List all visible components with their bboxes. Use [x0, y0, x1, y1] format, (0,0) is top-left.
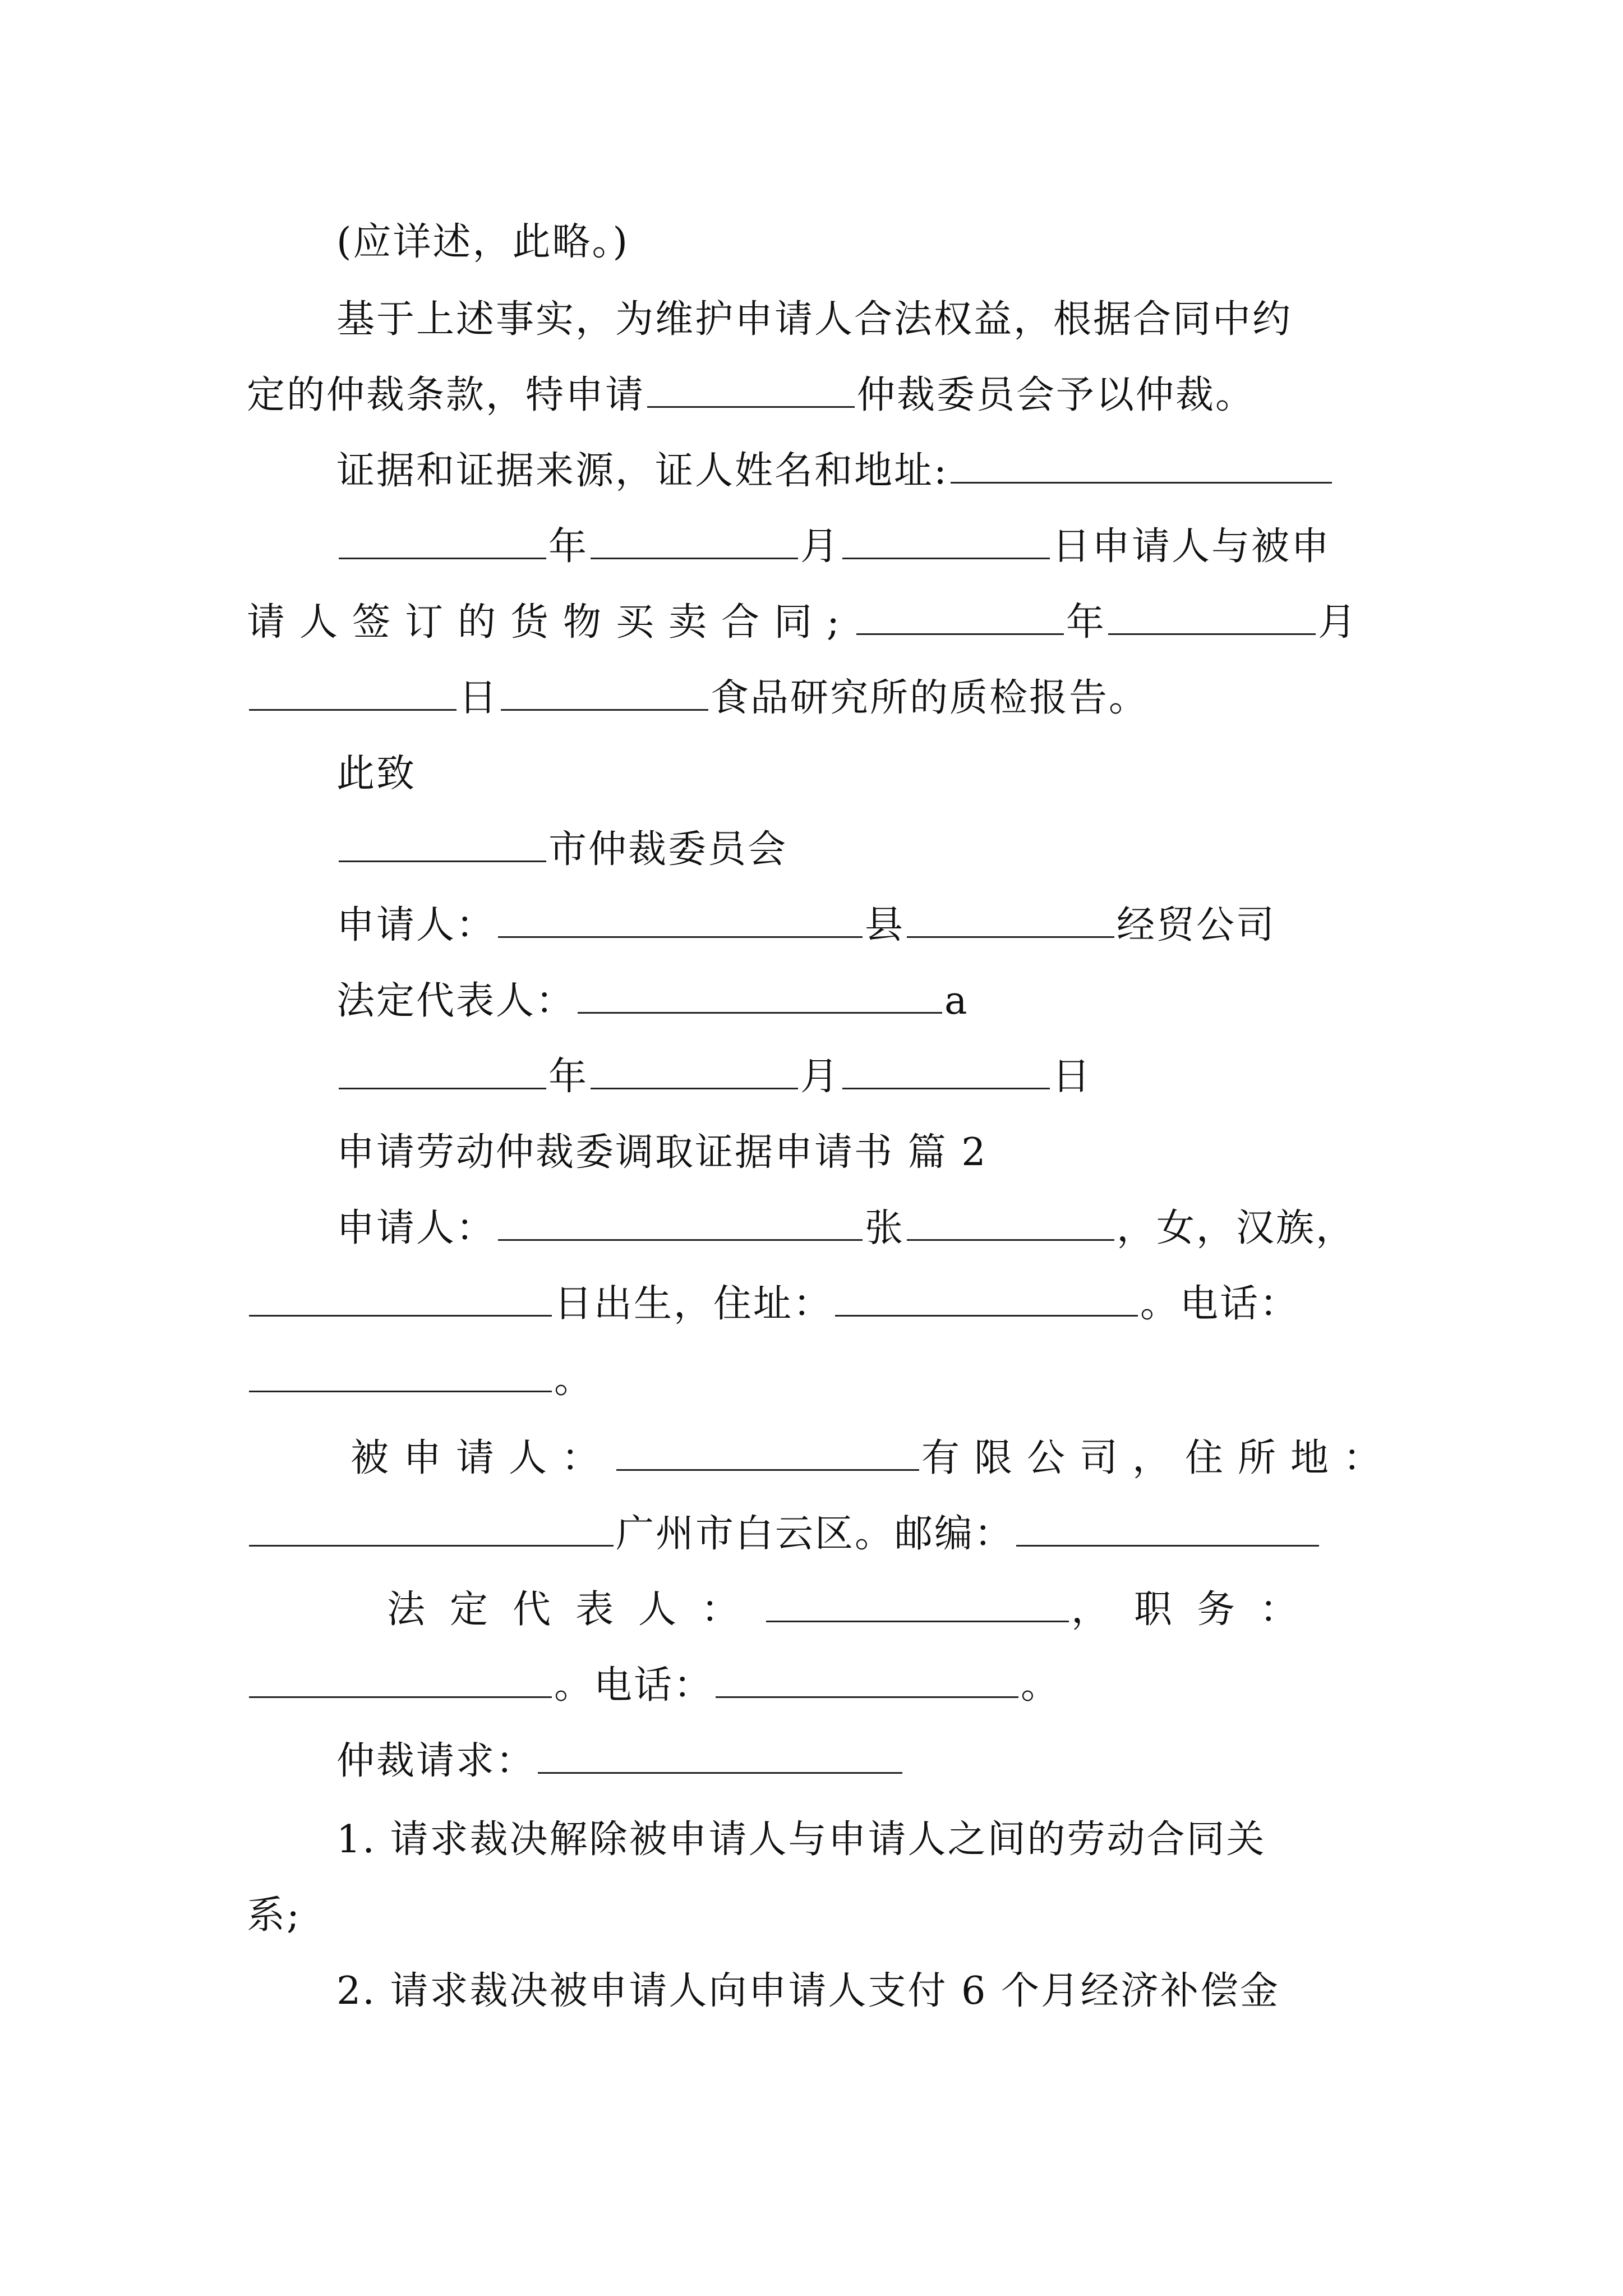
- punctuation: 。: [1021, 1663, 1061, 1708]
- paragraph-text: 仲裁委员会予以仲裁。: [857, 373, 1256, 417]
- salutation: 此致: [336, 752, 417, 796]
- company-label: 经贸公司: [1117, 903, 1276, 947]
- claim-item: 1. 请求裁决解除被申请人与申请人之间的劳动合同关: [336, 1818, 1266, 1862]
- text-line: [336, 1739, 905, 1784]
- claims-label: 仲裁请求：: [336, 1739, 536, 1783]
- date-year-label: 年: [548, 1055, 589, 1099]
- text-line: [336, 903, 1276, 948]
- paragraph-text: 食品研究所的质检报告。: [711, 676, 1149, 720]
- text-line: [336, 297, 1292, 342]
- blank-field: [578, 979, 942, 1014]
- birth-address-label: 日出生，住址：: [554, 1282, 833, 1326]
- blank-field: [716, 1664, 1018, 1698]
- date-year-label: 年: [1066, 600, 1106, 645]
- text-line: [336, 1969, 1280, 2014]
- paragraph-text: 请人签订的货物买卖合同;: [247, 600, 854, 645]
- blank-field: [538, 1740, 902, 1774]
- blank-field: [856, 601, 1064, 635]
- blank-field: [951, 449, 1332, 484]
- blank-field: [766, 1588, 1069, 1622]
- blank-field: [249, 1282, 552, 1317]
- text-line: [336, 220, 629, 265]
- blank-field: [498, 904, 863, 938]
- blank-field: [842, 525, 1050, 559]
- text-line: [247, 373, 1255, 418]
- paragraph-text: 日申请人与被申: [1052, 524, 1331, 569]
- blank-field: [339, 525, 546, 559]
- text-line: [336, 1055, 1092, 1099]
- blank-field: [591, 525, 798, 559]
- respondent-info: 有限公司，住所地：: [921, 1436, 1396, 1480]
- date-month-label: 月: [1317, 600, 1358, 645]
- blank-field: [249, 677, 457, 711]
- blank-field: [842, 1055, 1050, 1089]
- text-line: [336, 827, 787, 872]
- blank-field: [249, 1512, 614, 1547]
- text-line: [247, 676, 1149, 721]
- text-line: [336, 1130, 988, 1175]
- applicant-info: ，女，汉族，: [1117, 1206, 1356, 1250]
- note-text: (应详述，此略。): [336, 220, 630, 264]
- text-line: [247, 600, 1358, 645]
- evidence-label: 证据和证据来源，证人姓名和地址:: [336, 449, 948, 493]
- date-month-label: 月: [800, 524, 841, 569]
- text-line: [247, 1893, 301, 1938]
- blank-field: [647, 374, 855, 408]
- text-line: [336, 1206, 1355, 1251]
- legal-rep-label: 法定代表人：: [336, 979, 576, 1023]
- paragraph-text: 定的仲裁条款，特申请: [247, 373, 645, 417]
- blank-field: [907, 904, 1114, 938]
- phone-label: 。电话：: [1140, 1282, 1300, 1326]
- text-line: [247, 1282, 1299, 1327]
- blank-field: [339, 1055, 546, 1089]
- text-line: [336, 449, 1334, 494]
- blank-field: [339, 828, 546, 862]
- text-line: [247, 1512, 1321, 1557]
- blank-field: [498, 1207, 863, 1241]
- text-line: [336, 1818, 1266, 1862]
- legal-rep-label: 法定代表人：: [387, 1588, 764, 1632]
- blank-field: [501, 677, 708, 711]
- text-line: [387, 1588, 1322, 1632]
- date-month-label: 月: [800, 1055, 841, 1099]
- date-year-label: 年: [548, 524, 589, 569]
- text-line: [351, 1436, 1396, 1481]
- blank-field: [835, 1282, 1138, 1317]
- claim-item: 2. 请求裁决被申请人向申请人支付 6 个月经济补偿金: [336, 1969, 1280, 2013]
- section-title: 申请劳动仲裁委调取证据申请书 篇 2: [336, 1130, 988, 1175]
- respondent-label: 被申请人：: [351, 1436, 615, 1480]
- phone-label: 。电话：: [554, 1663, 714, 1708]
- applicant-surname: 张: [865, 1206, 905, 1250]
- text-line: [247, 1663, 1061, 1708]
- text-line: [247, 1358, 594, 1402]
- blank-field: [249, 1664, 552, 1698]
- position-label: ，职务：: [1071, 1588, 1323, 1632]
- blank-field: [591, 1055, 798, 1089]
- legal-rep-value: a: [944, 979, 969, 1023]
- county-label: 县: [865, 903, 905, 947]
- paragraph-text: 基于上述事实，为维护申请人合法权益，根据合同中约: [336, 297, 1293, 342]
- blank-field: [616, 1437, 919, 1471]
- punctuation: 。: [554, 1358, 594, 1402]
- blank-field: [249, 1358, 552, 1392]
- date-day-label: 日: [459, 676, 499, 720]
- blank-field: [1016, 1512, 1319, 1547]
- claim-item: 系;: [247, 1893, 301, 1938]
- address-postcode-label: 广州市白云区。邮编：: [616, 1512, 1015, 1556]
- applicant-label: 申请人：: [336, 903, 496, 947]
- applicant-label: 申请人：: [336, 1206, 496, 1250]
- date-day-label: 日: [1052, 1055, 1092, 1099]
- text-line: [336, 752, 416, 797]
- text-line: [336, 979, 969, 1024]
- blank-field: [1108, 601, 1316, 635]
- text-line: [336, 524, 1331, 569]
- recipient: 市仲裁委员会: [548, 827, 788, 872]
- blank-field: [907, 1207, 1114, 1241]
